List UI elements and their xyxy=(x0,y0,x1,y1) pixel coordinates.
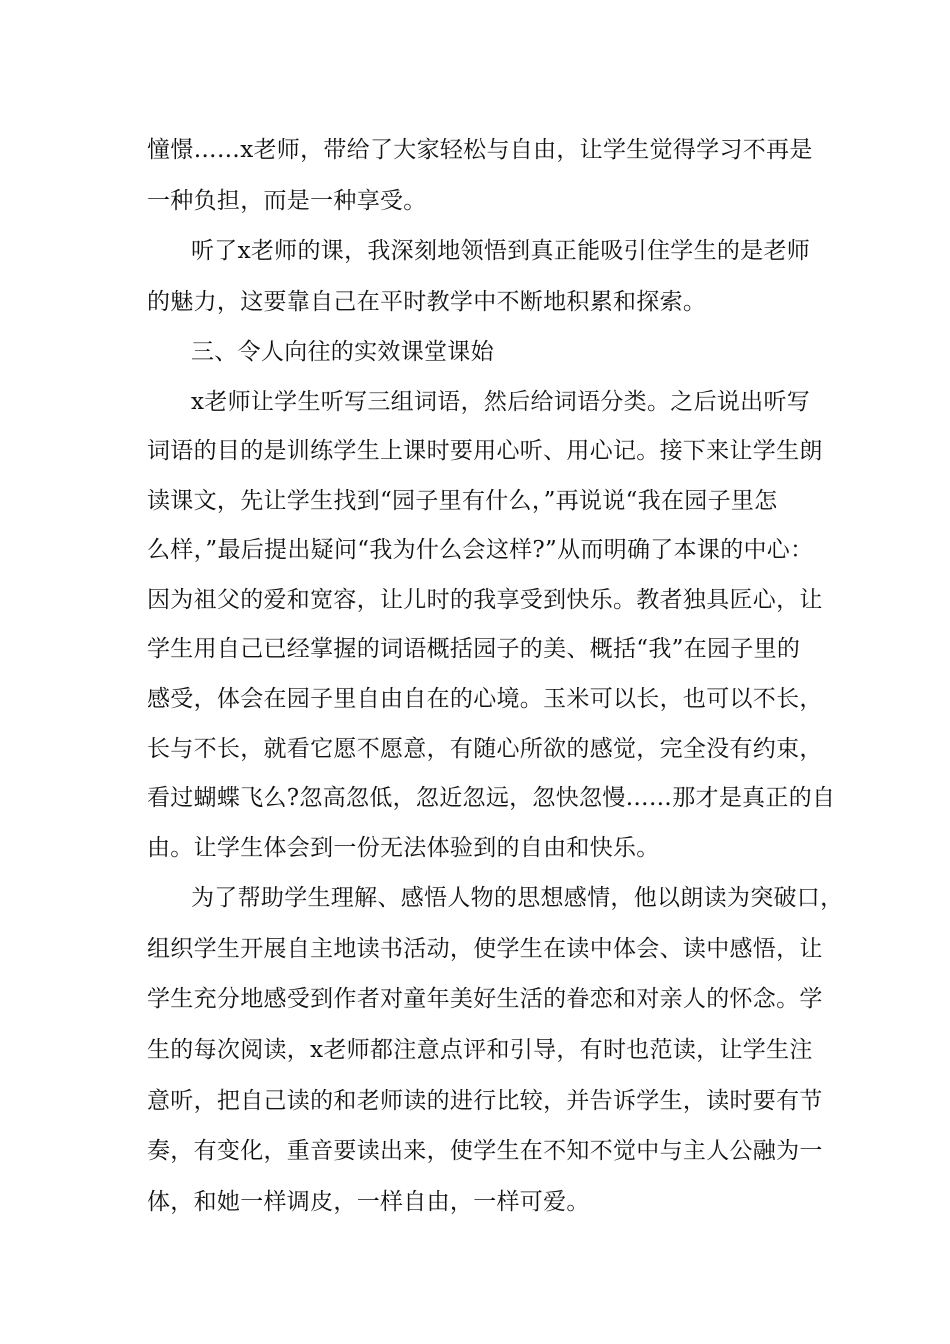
text-line: 体，和她一样调皮，一样自由，一样可爱。 xyxy=(147,1189,590,1215)
text-line: 长与不长，就看它愿不愿意，有随心所欲的感觉，完全没有约束， xyxy=(147,736,823,762)
text-line: 的魅力，这要靠自己在平时教学中不断地积累和探索。 xyxy=(147,289,707,315)
paragraph-start-line: x老师让学生听写三组词语，然后给词语分类。之后说出听写 xyxy=(191,389,811,415)
text-line: 生的每次阅读，x老师都注意点评和引导，有时也范读，让学生注 xyxy=(147,1037,813,1063)
text-line: 学生用自己已经掌握的词语概括园子的美、概括“我”在园子里的 xyxy=(147,636,801,662)
text-line: 因为祖父的爱和宽容，让儿时的我享受到快乐。教者独具匠心，让 xyxy=(147,587,823,613)
text-line: 么样，”最后提出疑问“我为什么会这样?”从而明确了本课的中心： xyxy=(147,537,814,563)
paragraph-start-line: 为了帮助学生理解、感悟人物的思想感情，他以朗读为突破口， xyxy=(191,885,844,911)
text-line: 读课文，先让学生找到“园子里有什么，”再说说“我在园子里怎 xyxy=(147,488,778,514)
text-line: 憧憬……x老师，带给了大家轻松与自由，让学生觉得学习不再是 xyxy=(147,137,813,163)
paragraph-start-line: 听了x老师的课，我深刻地领悟到真正能吸引住学生的是老师 xyxy=(191,238,811,264)
text-line: 感受，体会在园子里自由自在的心境。玉米可以长，也可以不长， xyxy=(147,686,823,712)
text-line: 看过蝴蝶飞么?忽高忽低，忽近忽远，忽快忽慢……那才是真正的自 xyxy=(147,785,836,811)
text-line: 奏，有变化，重音要读出来，使学生在不知不觉中与主人公融为一 xyxy=(147,1138,823,1164)
text-line: 一种负担，而是一种享受。 xyxy=(147,188,427,214)
text-line: 由。让学生体会到一份无法体验到的自由和快乐。 xyxy=(147,835,660,861)
text-line: 意听，把自己读的和老师读的进行比较，并告诉学生，读时要有节 xyxy=(147,1088,823,1114)
text-line: 学生充分地感受到作者对童年美好生活的眷恋和对亲人的怀念。学 xyxy=(147,986,823,1012)
text-line: 词语的目的是训练学生上课时要用心听、用心记。接下来让学生朗 xyxy=(147,438,823,464)
text-line: 组织学生开展自主地读书活动，使学生在读中体会、读中感悟，让 xyxy=(147,936,823,962)
section-heading: 三、令人向往的实效课堂课始 xyxy=(191,339,494,365)
